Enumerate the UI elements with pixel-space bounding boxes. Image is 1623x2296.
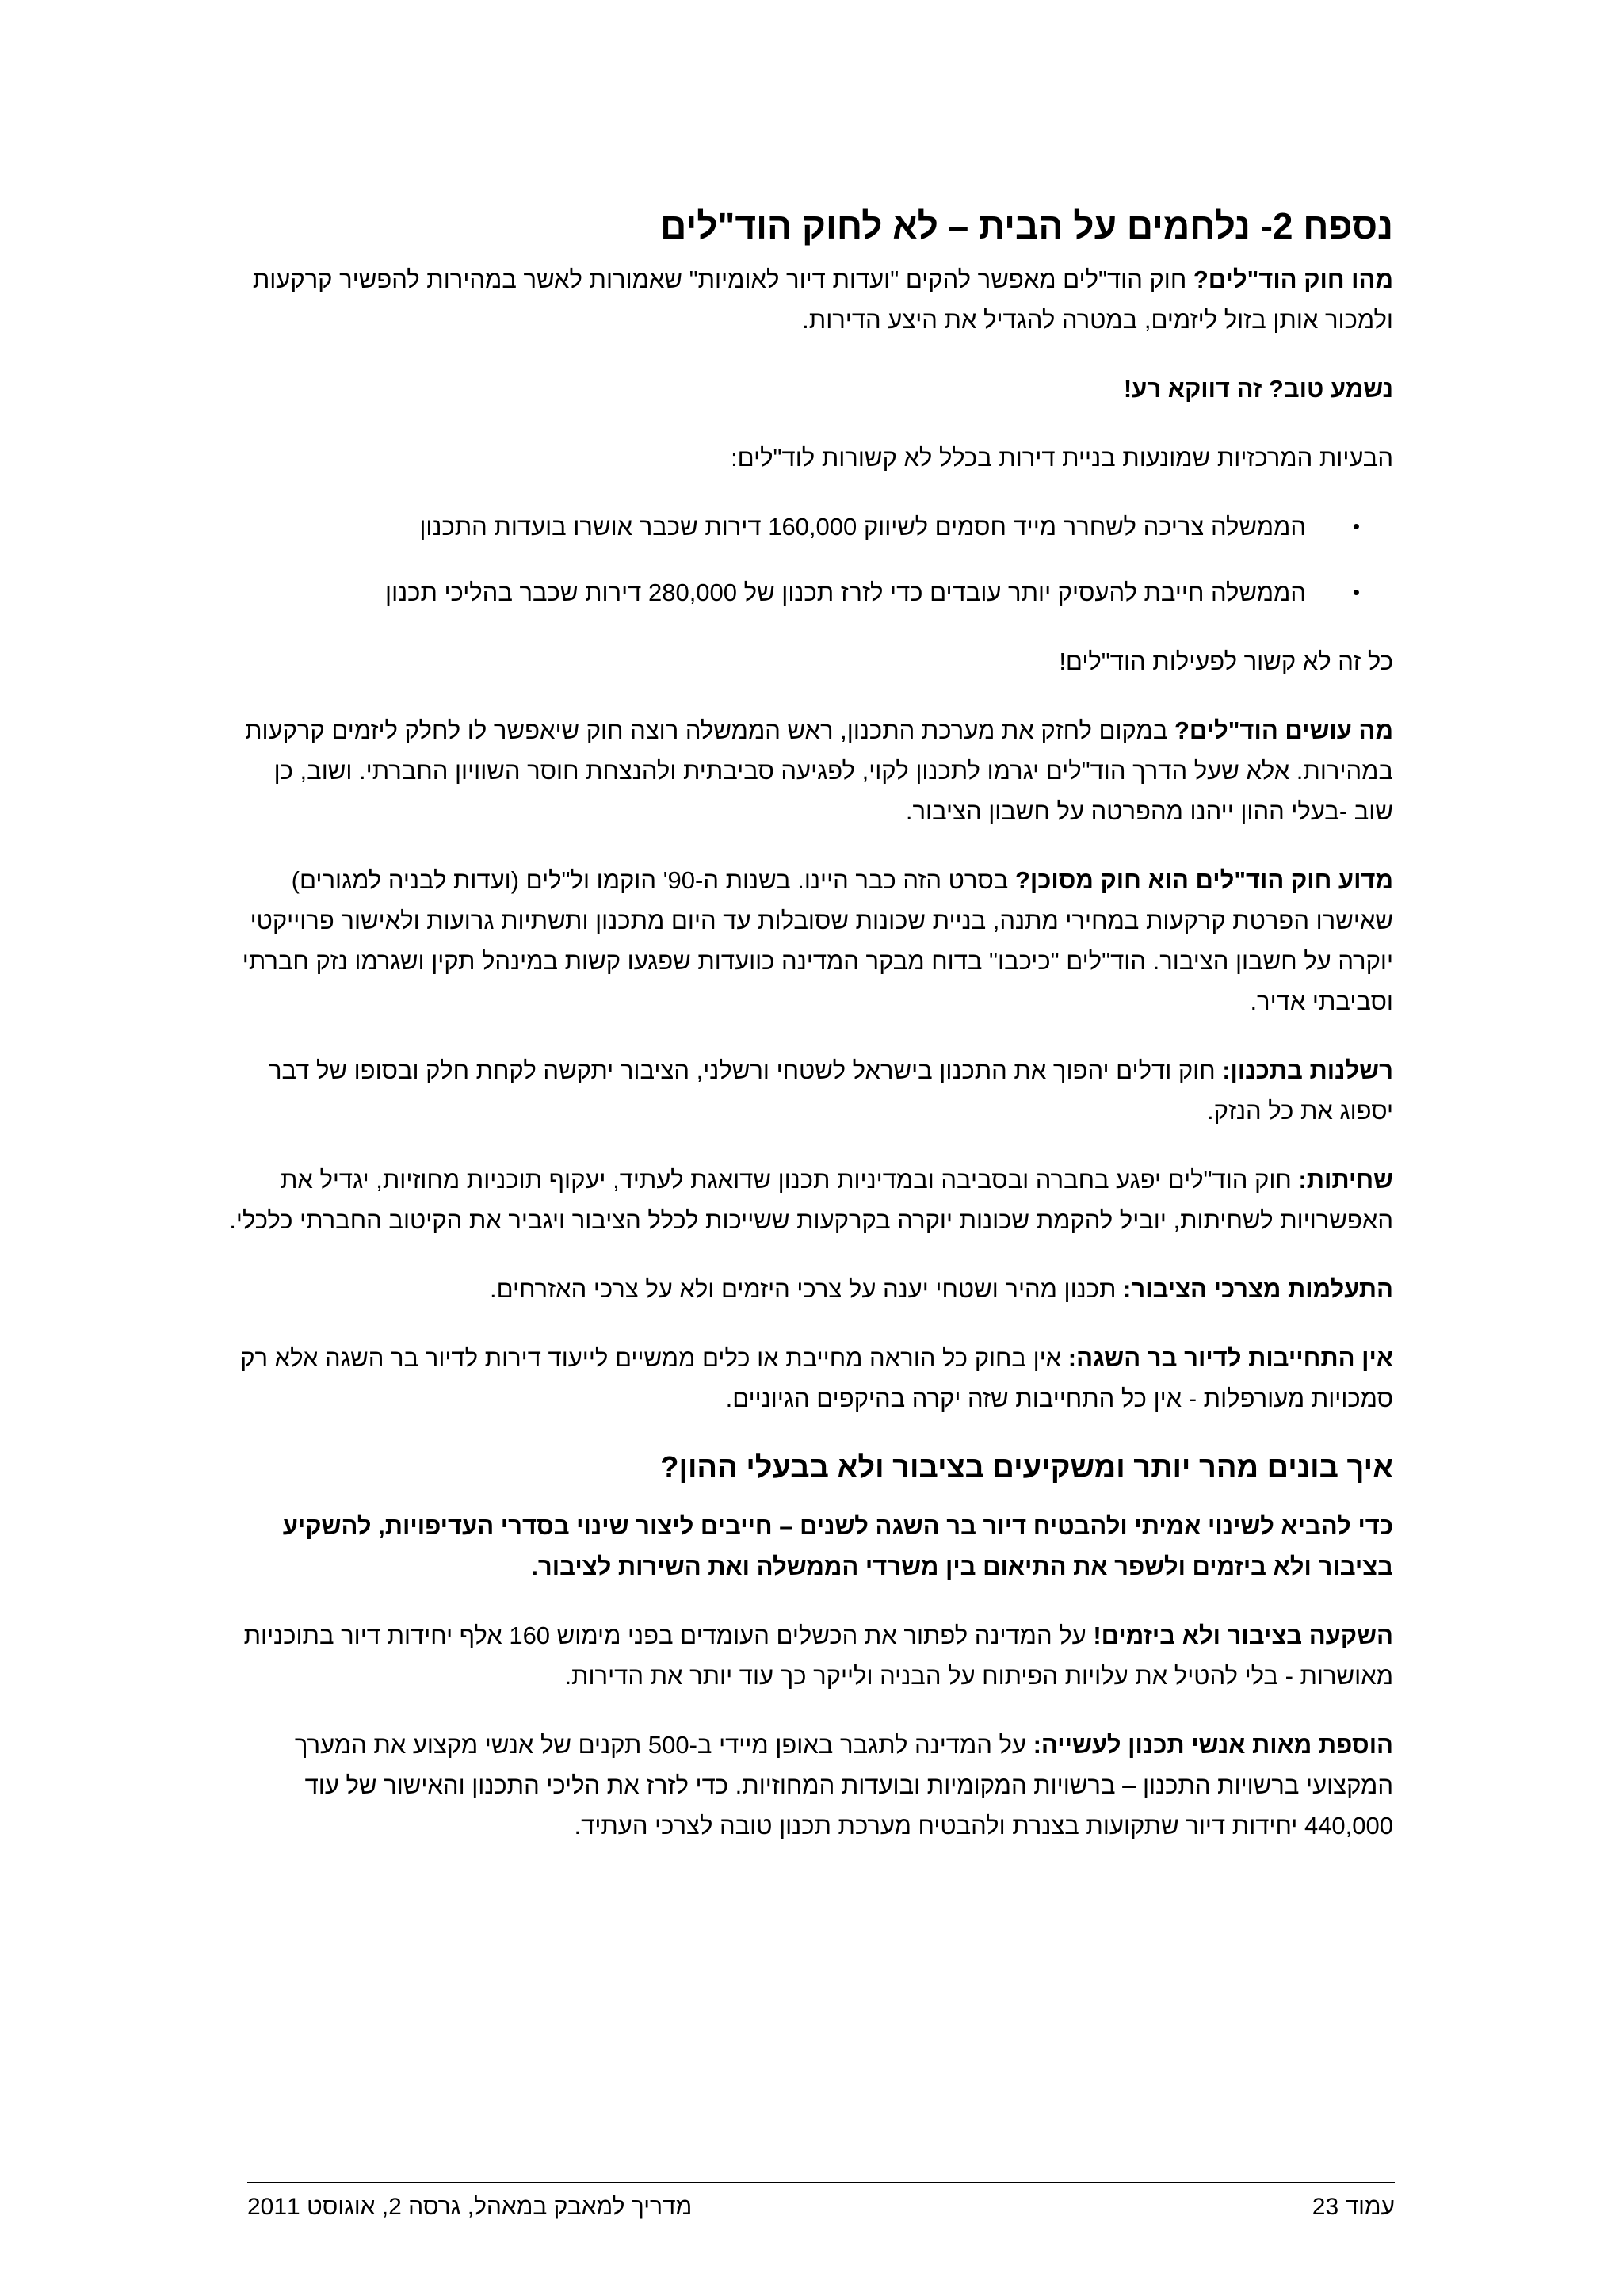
summary-bold-paragraph: כדי להביא לשינוי אמיתי ולהבטיח דיור בר השגה לשנים – חייבים ליצור שינוי בסדרי העדיפויות, להשקיע בציבור ולא ביזמים ולשפר את התיאום בין משרדי הממשלה ואת השירות לציבור.: [282, 1512, 1393, 1580]
intro-text: חוק הוד"לים מאפשר להקים "ועדות דיור לאומיות" שאמורות לאשר במהירות להפשיר קרקעות ולמכור אותן בזול ליזמים, במטרה להגדיל את היצע הדירות.: [252, 266, 1393, 334]
negligence-paragraph: [228, 1050, 1393, 1131]
section-subtitle: איך בונים מהר יותר ומשקיעים בציבור ולא בבעלי ההון?: [660, 1451, 1393, 1484]
public-investment-lead: השקעה בציבור ולא ביזמים!: [1093, 1622, 1393, 1649]
corruption-lead: שחיתות:: [1298, 1166, 1393, 1194]
negligence-text: חוק ודלים יהפוך את התכנון בישראל לשטחי ורשלני, הציבור יתקשה לקחת חלק ובסופו של דבר יספוג את כל הנזק.: [268, 1056, 1393, 1125]
page-footer: [247, 2182, 1395, 2223]
problems-intro: הבעיות המרכזיות שמונעות בניית דירות בכלל לא קשורות לוד"לים:: [731, 444, 1393, 472]
bullet-icon: •: [1352, 514, 1360, 538]
intro-lead: מהו חוק הוד"לים?: [1193, 266, 1393, 293]
no-commitment-paragraph: [228, 1338, 1393, 1419]
negligence-lead: רשלנות בתכנון:: [1222, 1056, 1393, 1084]
planners-text: על המדינה לתגבר באופן מיידי ב-500 תקנים של אנשי מקצוע את המערך המקצועי ברשויות התכנון – ברשויות המקומיות ובועדות המחוזיות. כדי לזרז את הליכי התכנון והאישור של עוד 440,000 יחידות דיור שתקועות בצנרת ולהבטיח מערכת תכנון טובה לצרכי העתיד.: [294, 1731, 1393, 1839]
list-item: [228, 572, 1393, 613]
public-investment-text: על המדינה לפתור את הכשלים העומדים בפני מימוש 160 אלף יחידות דיור בתוכניות מאושרות - בלי להטיל את עלויות הפיתוח על הבניה ולייקר כך עוד יותר את הדירות.: [243, 1622, 1393, 1690]
no-commitment-text: אין בחוק כל הוראה מחייבת או כלים ממשיים לייעוד דירות לדיור בר השגה אלא רק סמכויות מעורפלות - אין כל התחייבות שזה יקרה בהיקפים הגיוניים.: [240, 1344, 1393, 1412]
what-doing-lead: מה עושים הוד"לים?: [1174, 716, 1393, 744]
planners-lead: הוספת מאות אנשי תכנון לעשייה:: [1033, 1731, 1393, 1759]
what-doing-paragraph: [228, 710, 1393, 831]
footer-guide-title: מדריך למאבק במאהל, גרסה 2, אוגוסט 2011: [247, 2194, 693, 2220]
page-title: נספח 2- נלחמים על הבית – לא לחוק הוד"לים: [660, 205, 1393, 246]
footer-page-number: עמוד 23: [1312, 2194, 1395, 2220]
page-content: [228, 202, 1393, 1874]
list-item-text: הממשלה חייבת להעסיק יותר עובדים כדי לזרז תכנון של 280,000 דירות שכבר בהליכי תכנון: [385, 579, 1306, 606]
no-commitment-lead: אין התחייבות לדיור בר השגה:: [1067, 1344, 1393, 1372]
why-dangerous-text: בסרט הזה כבר היינו. בשנות ה-90' הוקמו ול"לים (ועדות לבניה למגורים) שאישרו הפרטת קרקעות במחירי מתנה, בניית שכונות שסובלות עד היום מתכנון ותשתיות גרועות ולאישור פרוייקטי יוקרה על חשבון הציבור. הוד"לים "כיכבו" בדוח מבקר המדינה כוועדות שפגעו קשות במינהל תקין ושגרמו נזק חברתי וסביבתי אדיר.: [242, 866, 1393, 1015]
corruption-paragraph: [228, 1159, 1393, 1240]
planners-paragraph: [228, 1725, 1393, 1846]
ignoring-lead: התעלמות מצרכי הציבור:: [1123, 1275, 1393, 1303]
intro-paragraph: [228, 259, 1393, 340]
why-dangerous-paragraph: [228, 860, 1393, 1022]
why-dangerous-lead: מדוע חוק הוד"לים הוא חוק מסוכן?: [1014, 866, 1393, 894]
corruption-text: חוק הוד"לים יפגע בחברה ובסביבה ובמדיניות תכנון שדואגת לעתיד, יעקוף תוכניות מחוזיות, יגדיל את האפשרויות לשחיתות, יוביל להקמת שכונות יוקרה בקרקעות ששייכות לכלל הציבור ויגביר את הקיטוב החברתי כלכלי.: [229, 1166, 1393, 1234]
not-related-paragraph: כל זה לא קשור לפעילות הוד"לים!: [1059, 648, 1393, 675]
public-investment-paragraph: [228, 1615, 1393, 1696]
what-doing-text: במקום לחזק את מערכת התכנון, ראש הממשלה רוצה חוק שיאפשר לו לחלק ליזמים קרקעות במהירות. אלא שעל הדרך הוד"לים יגרמו לתכנון לקוי, לפגיעה סביבתית ולהנצחת חוסר השוויון החברתי. ושוב, כן שוב -בעלי ההון ייהנו מהפרטה על חשבון הציבור.: [245, 716, 1393, 825]
sounds-good-heading: נשמע טוב? זה דווקא רע!: [1123, 375, 1393, 403]
list-item-text: הממשלה צריכה לשחרר מייד חסמים לשיווק 160,000 דירות שכבר אושרו בועדות התכנון: [419, 513, 1306, 541]
bullet-icon: •: [1352, 580, 1360, 604]
ignoring-text: תכנון מהיר ושטחי יענה על צרכי היזמים ולא על צרכי האזרחים.: [490, 1275, 1124, 1303]
list-item: [228, 506, 1393, 547]
ignoring-paragraph: [228, 1269, 1393, 1309]
problems-list: [228, 506, 1393, 613]
